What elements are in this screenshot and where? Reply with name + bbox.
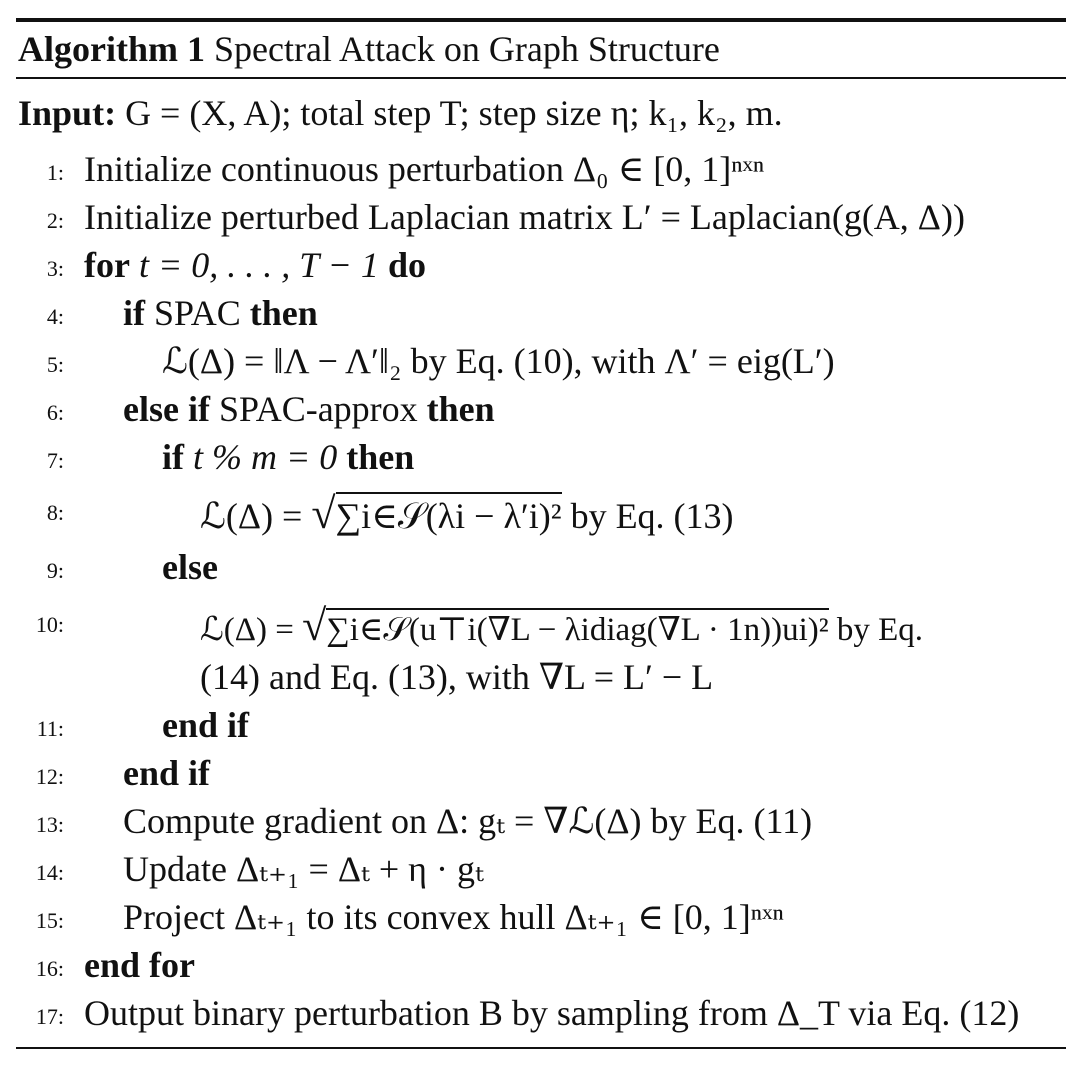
line-number: 13: xyxy=(35,812,64,837)
sqrt-argument: ∑i∈𝒮(u⊤i(∇L − λidiag(∇L · 1n))ui)² xyxy=(326,608,828,648)
keyword-then: then xyxy=(249,293,318,333)
line-number: 9: xyxy=(46,558,64,583)
keyword-do: do xyxy=(387,245,426,285)
top-rule xyxy=(16,18,1066,22)
line-number: 5: xyxy=(46,352,64,377)
line-text: t % m = 0 xyxy=(193,437,338,477)
line-number: 15: xyxy=(35,908,64,933)
keyword-else: else xyxy=(162,547,218,587)
line-number: 10: xyxy=(35,612,64,637)
line-number: 3: xyxy=(46,256,64,281)
line-text: Update Δₜ₊₁ = Δₜ + η · gₜ xyxy=(123,849,484,889)
line-number: 7: xyxy=(46,448,64,473)
keyword-if: if xyxy=(162,437,184,477)
line-number: 6: xyxy=(46,400,64,425)
line-text-lhs: ℒ(Δ) = xyxy=(200,496,312,536)
line-text: Initialize continuous perturbation Δ₀ ∈ [0, 1]ⁿˣⁿ xyxy=(84,149,765,189)
line-number: 17: xyxy=(35,1004,64,1029)
sqrt-sign: √ xyxy=(302,601,327,650)
line-text: Project Δₜ₊₁ to its convex hull Δₜ₊₁ ∈ [0, 1]ⁿˣⁿ xyxy=(123,897,784,937)
line-text: Output binary perturbation B by sampling from Δ_T via Eq. (12) xyxy=(84,993,1020,1033)
algorithm-name: Spectral Attack on Graph Structure xyxy=(213,29,720,69)
line-text: ℒ(Δ) = ‖Λ − Λ′‖₂ by Eq. (10), with Λ′ = eig(L′) xyxy=(162,341,835,381)
line-number: 2: xyxy=(46,208,64,233)
input-text: G = (X, A); total step T; step size η; k₁, k₂, m. xyxy=(125,93,783,133)
keyword-end-for: end for xyxy=(84,945,195,985)
sqrt-argument: ∑i∈𝒮(λi − λ′i)² xyxy=(336,492,562,536)
keyword-then: then xyxy=(426,389,495,429)
line-text-lhs: ℒ(Δ) = xyxy=(200,612,303,648)
line-text: t = 0, . . . , T − 1 xyxy=(138,245,379,285)
algorithm-label: Algorithm 1 xyxy=(18,29,205,69)
line-number: 11: xyxy=(36,716,64,741)
keyword-for: for xyxy=(84,245,130,285)
keyword-end-if: end if xyxy=(123,753,211,793)
input-label: Input: xyxy=(18,93,117,133)
line-text-rhs: by Eq. xyxy=(828,612,924,648)
keyword-then: then xyxy=(346,437,415,477)
line-number: 1: xyxy=(46,160,64,185)
line-text-rhs: by Eq. (13) xyxy=(561,496,734,536)
line-text: Compute gradient on Δ: gₜ = ∇ℒ(Δ) by Eq. (11) xyxy=(123,801,813,841)
line-text: (14) and Eq. (13), with ∇L = L′ − L xyxy=(200,657,714,697)
sqrt-sign: √ xyxy=(311,489,336,538)
keyword-else-if: else if xyxy=(123,389,210,429)
line-number: 16: xyxy=(35,956,64,981)
algorithm-title xyxy=(18,28,720,70)
line-number: 12: xyxy=(35,764,64,789)
keyword-if: if xyxy=(123,293,145,333)
bottom-rule xyxy=(16,1047,1066,1049)
title-rule xyxy=(16,77,1066,79)
input-line xyxy=(18,92,783,134)
line-text: SPAC-approx xyxy=(218,389,418,429)
line-number: 14: xyxy=(35,860,64,885)
line-number: 4: xyxy=(46,304,64,329)
line-text: Initialize perturbed Laplacian matrix L′ = Laplacian(g(A, Δ)) xyxy=(84,197,965,237)
keyword-end-if: end if xyxy=(162,705,250,745)
line-text: SPAC xyxy=(154,293,241,333)
line-number: 8: xyxy=(46,500,64,525)
